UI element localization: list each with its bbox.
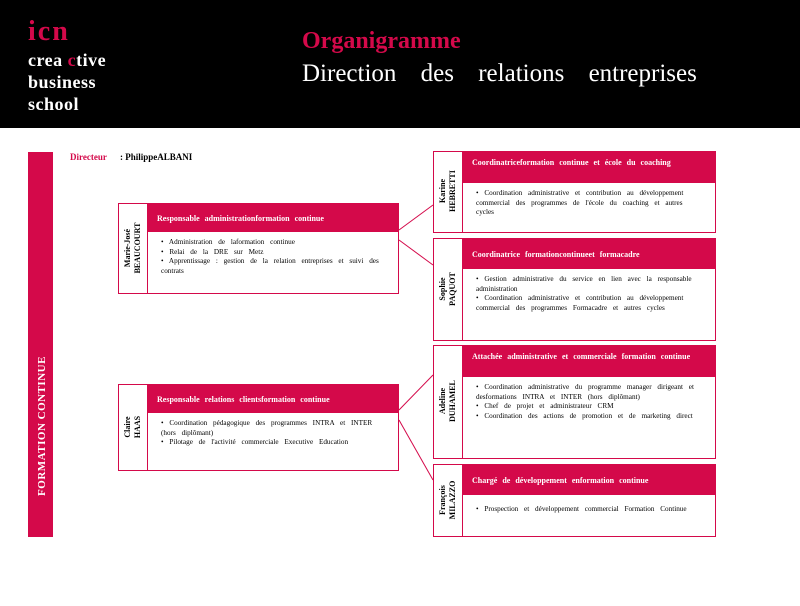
person-name: Claire HAAS — [123, 415, 142, 438]
task-list — [147, 413, 398, 470]
person-name-box — [119, 385, 148, 470]
card-hebretti — [433, 151, 716, 233]
task-item: • Coordination des actions de promotion et de marketing direct — [476, 412, 701, 422]
connector-line — [399, 240, 433, 265]
person-name: François MILAZZO — [438, 480, 457, 519]
logo-line-3: school — [28, 94, 80, 114]
person-name-box — [434, 465, 463, 536]
person-name: Sophie PAQUOT — [438, 271, 457, 306]
side-label: FORMATION CONTINUE — [36, 356, 48, 496]
header-banner — [0, 0, 800, 128]
person-name-box — [119, 204, 148, 293]
director-name: : PhilippeALBANI — [120, 152, 193, 162]
person-name-box — [434, 239, 463, 340]
task-item: • Prospection et développement commercial Formation Continue — [476, 505, 701, 515]
director-label: Directeur — [70, 152, 107, 162]
card-duhamel — [433, 345, 716, 459]
role-title: Coordinatrice formationcontinueet formacadre — [462, 239, 715, 269]
task-item: • Coordination administrative et contribution au développement commercial des programmes de l'école du coaching et autres cycles — [476, 189, 701, 218]
logo-line-2: business — [28, 72, 97, 92]
person-name: Adeline DUHAMEL — [438, 380, 457, 422]
role-title: Chargé de développement enformation continue — [462, 465, 715, 495]
task-list — [462, 269, 715, 340]
person-name-box — [434, 152, 463, 232]
task-item: • Coordination administrative et contribution au développement commercial des programmes Formacadre et autres cycles — [476, 294, 701, 313]
connector-line — [399, 420, 433, 480]
task-item: • Administration de laformation continue — [161, 238, 384, 248]
person-name-box — [434, 346, 463, 458]
role-title: Coordinatriceformation continue et école du coaching — [462, 152, 715, 183]
role-title: Responsable administrationformation continue — [147, 204, 398, 232]
card-paquot — [433, 238, 716, 341]
role-title: Responsable relations clientsformation continue — [147, 385, 398, 413]
person-name: Marie-José BEAUCOURT — [123, 222, 142, 273]
task-item: • Gestion administrative du service en lien avec la responsable administration — [476, 275, 701, 294]
page-subtitle: Direction des relations entreprises — [302, 60, 697, 87]
task-item: • Pilotage de l'activité commerciale Executive Education — [161, 438, 384, 448]
task-item: • Apprentissage : gestion de la relation entreprises et suivi des contrats — [161, 257, 384, 276]
role-title: Attachée administrative et commerciale formation continue — [462, 346, 715, 377]
task-list — [462, 377, 715, 458]
page-title: Organigramme — [302, 28, 461, 54]
connector-line — [399, 375, 433, 410]
task-item: • Coordination administrative du programme manager dirigeant et desformations INTRA et INTER (hors diplômant) — [476, 383, 701, 402]
logo-mark: icn — [28, 16, 70, 47]
person-name: Karine HEBRETTI — [438, 170, 457, 212]
task-item: • Chef de projet et administrateur CRM — [476, 402, 701, 412]
task-item: • Relai de la DRE sur Metz — [161, 248, 384, 258]
task-list — [462, 183, 715, 232]
card-haas — [118, 384, 399, 471]
card-milazzo — [433, 464, 716, 537]
task-list — [147, 232, 398, 293]
task-item: • Coordination pédagogique des programmes INTRA et INTER (hors diplômant) — [161, 419, 384, 438]
connector-line — [399, 205, 433, 230]
side-bar — [28, 152, 53, 537]
logo-line-1: crea ctive — [28, 50, 107, 70]
card-beaucourt — [118, 203, 399, 294]
task-list — [462, 495, 715, 536]
